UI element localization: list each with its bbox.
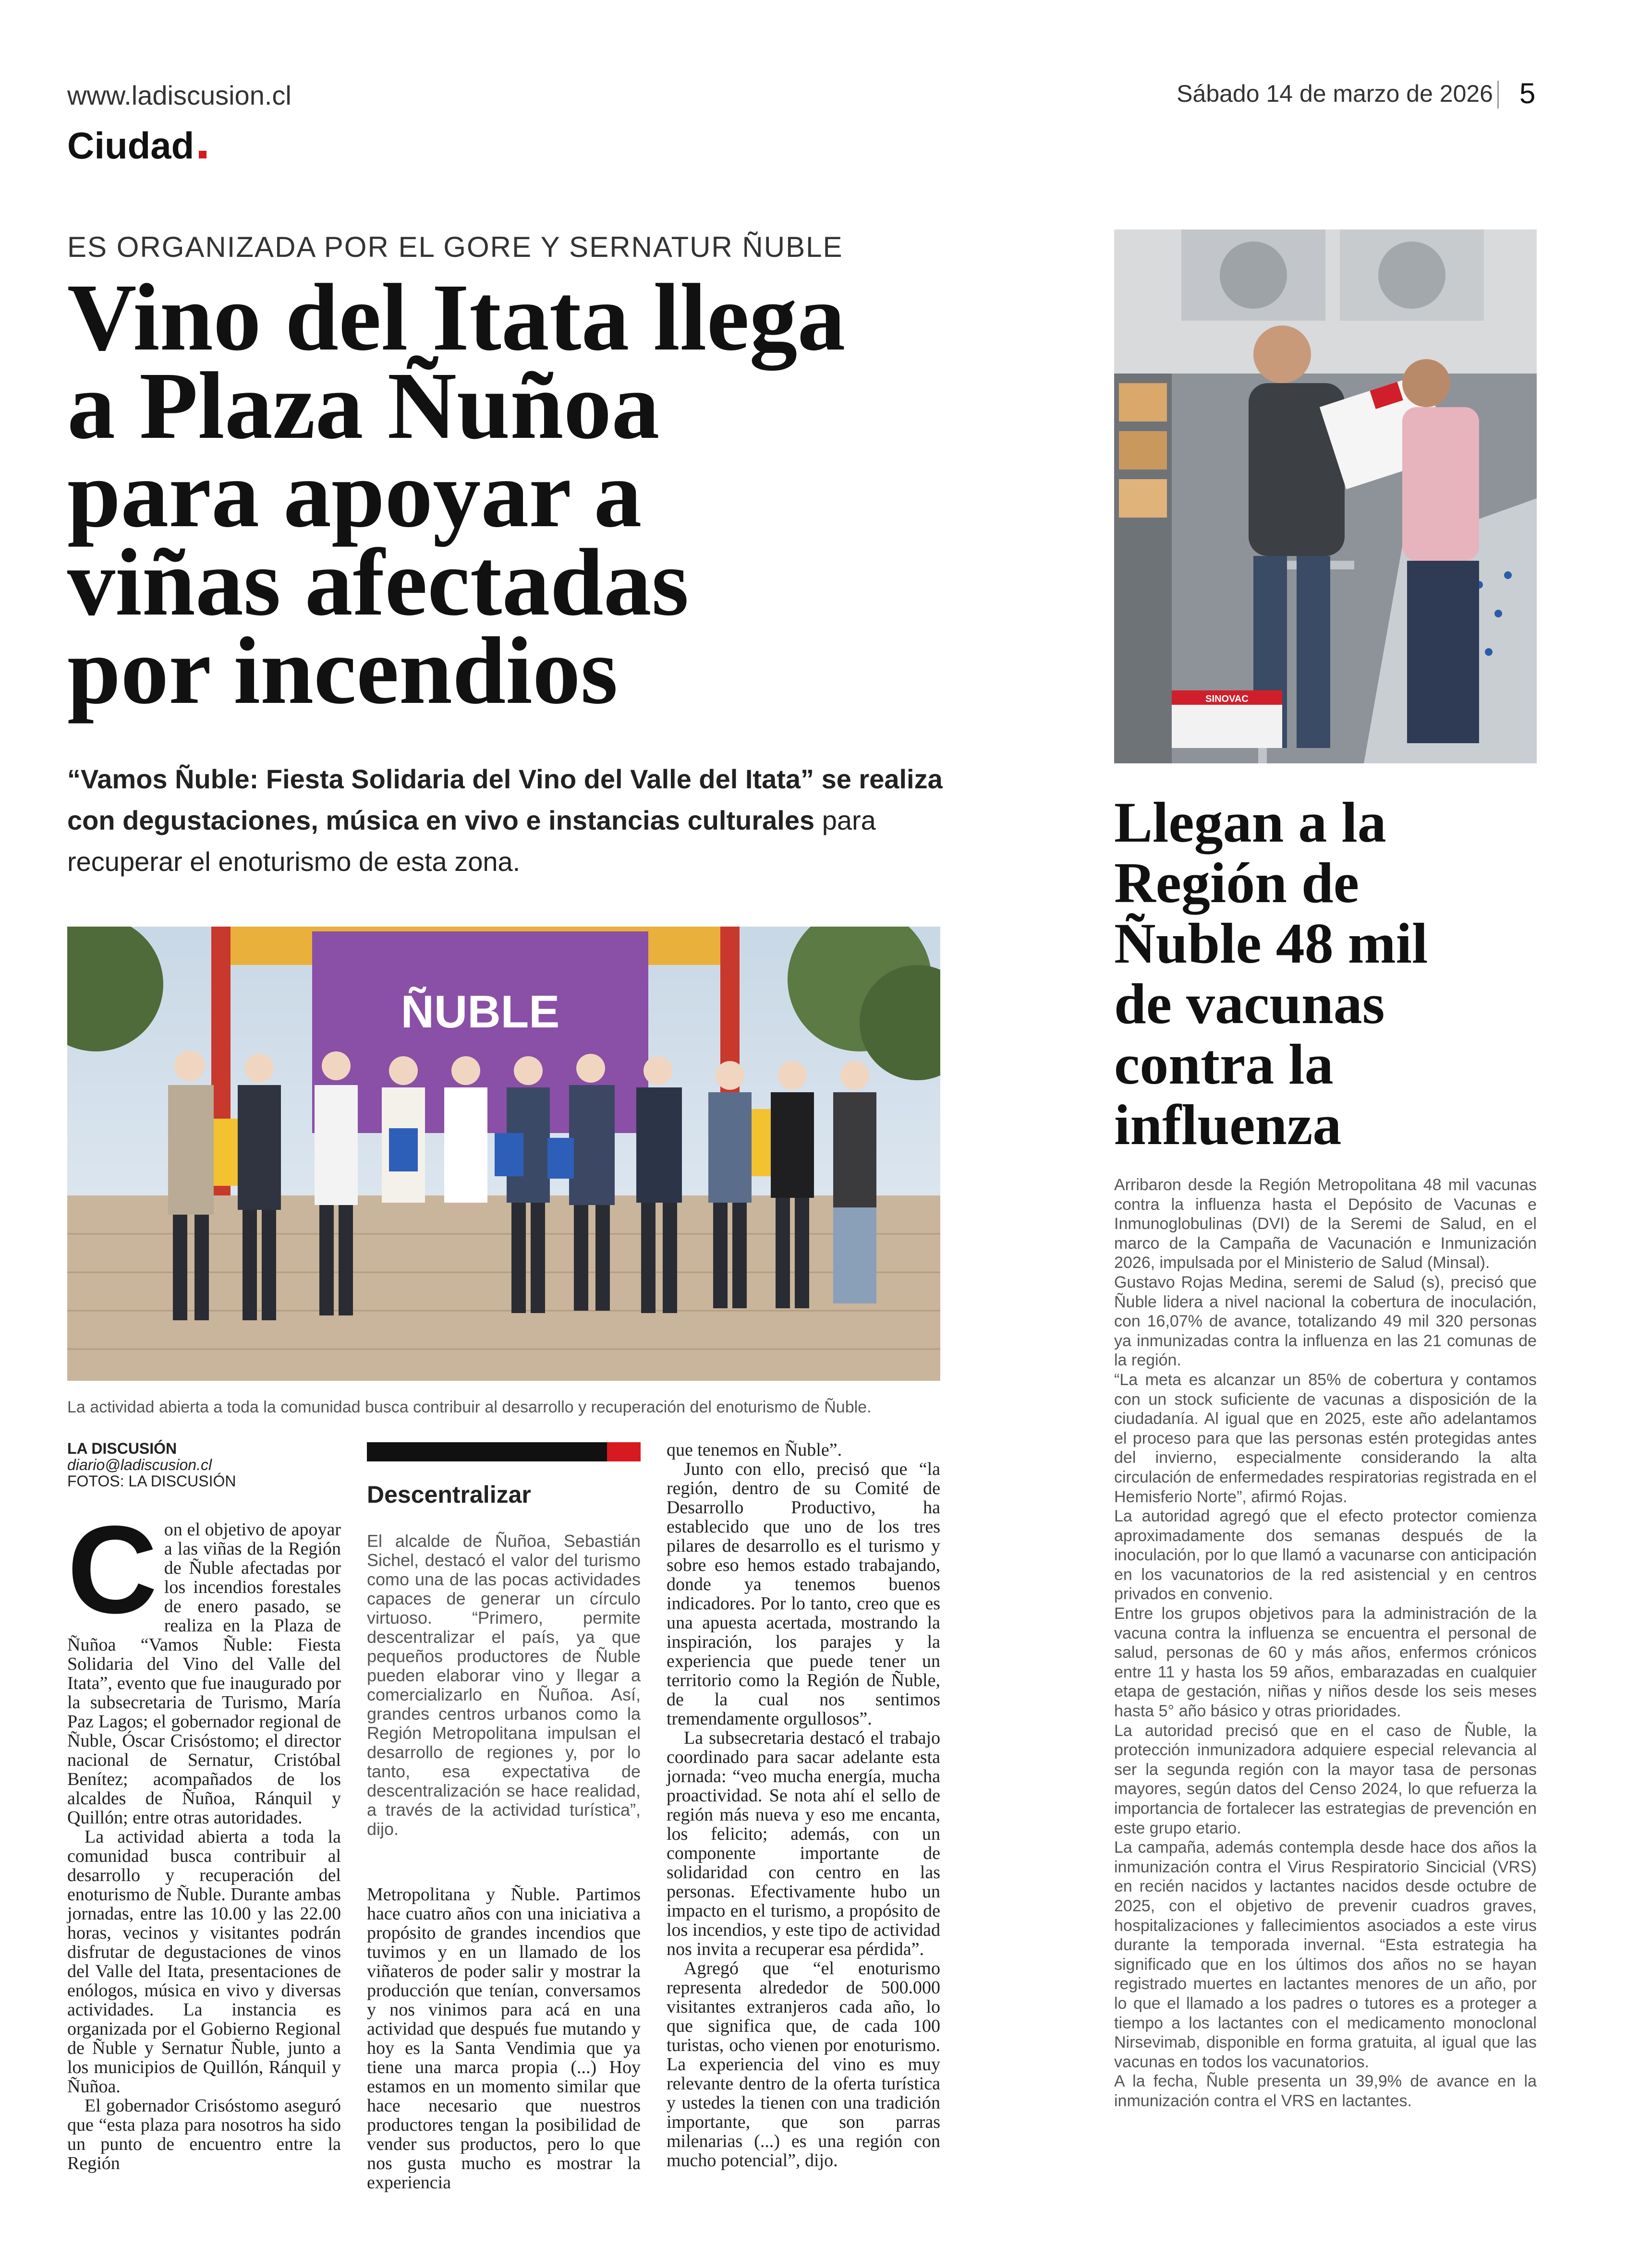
article-paragraph: El alcalde de Ñuñoa, Sebastián Sichel, destacó el valor del turismo como una de las pocas actividades capaces de generar un círculo virtuoso. “Primero, permite descentralizar el país, ya que pequeños productores de Ñuble pueden elaborar vino y llegar a comercializarlo en Ñuñoa. Así, grandes centros urbanos como la Región Metropolitana impulsan el desarrollo de regiones y, por lo tanto, esa expectativa de descentralización se hace realidad, a través de la actividad turística”, dijo.	[367, 1531, 641, 1839]
article-paragraph: La actividad abierta a toda la comunidad busca contribuir al desarrollo y recuperación del enoturismo de Ñuble. Durante ambas jornadas, entre las 10.00 y las 22.00 horas, vecinos y visitantes podrán disfrutar de degustaciones de vinos del Valle del Itata, presentaciones de enólogos, música en vivo y diversas actividades. La instancia es organizada por el Gobierno Regional de Ñuble y Sernatur Ñuble, junto a los municipios de Quillón, Ránquil y Ñuñoa.	[67, 1827, 341, 2097]
sidebar-paragraph: La autoridad agregó que el efecto protector comienza aproximadamente dos semanas después de la inoculación, por lo que llamó a vacunarse con anticipación en los vacunatorios de la red asistencial y en centros privados en convenio.	[1114, 1507, 1537, 1604]
article-headline	[67, 265, 1008, 724]
event-group-photo	[67, 927, 940, 1381]
banner-text: ÑUBLE	[401, 986, 560, 1037]
sidebar-paragraph: “La meta es alcanzar un 85% de cobertura y contamos con un stock suficiente de vacunas a disposición de la ciudadanía. Al igual que en 2025, este año adelantamos el proceso para que las personas estén protegidas antes del invierno, especialmente considerando la alta circulación de enfermedades respiratorias registrada en el Hemisferio Norte”, afirmó Rojas.	[1114, 1370, 1537, 1506]
sidebar-headline-line: de vacunas	[1114, 972, 1385, 1036]
box-label: SINOVAC	[1205, 694, 1249, 704]
sidebar-body	[1114, 1175, 1537, 2111]
headline-line: a Plaza Ñuñoa	[67, 353, 660, 459]
headline-line: viñas afectadas	[67, 530, 689, 636]
byline-photos: FOTOS: LA DISCUSIÓN	[67, 1472, 236, 1490]
article-paragraph: Junto con ello, precisó que “la región, dentro de su Comité de Desarrollo Productivo, ha establecido que uno de los tres pilares de desarrollo es el turismo y sobre eso hemos estado trabajando, donde ya tenemos buenos indicadores. Por lo tanto, creo que es una apuesta acertada, mostrando la inspiración, los parajes y la experiencia que puede tener un territorio como la Región de Ñuble, de la cual nos sentimos tremendamente orgullosos”.	[667, 1459, 940, 1729]
sidebar-headline-line: Región de	[1114, 851, 1359, 915]
section-name: Ciudad	[67, 124, 194, 167]
subheading-bar	[367, 1442, 641, 1461]
page-separator	[1497, 81, 1499, 109]
sidebar-headline-line: Ñuble 48 mil	[1114, 911, 1428, 975]
article-paragraph	[67, 1500, 341, 1828]
event-photo-illustration	[67, 927, 940, 1381]
section-label	[67, 124, 206, 168]
article-subhead	[67, 759, 951, 882]
sidebar-paragraph: La autoridad precisó que en el caso de Ñuble, la protección inmunizadora adquiere especial relevancia al ser la segunda región con la mayor tasa de personas mayores, según datos del Censo 2024, lo que refuerza la importancia de fortalecer las estrategias de prevención en este grupo etario.	[1114, 1721, 1537, 1837]
section-dot	[199, 151, 206, 158]
article-kicker: ES ORGANIZADA POR EL GORE Y SERNATUR ÑUBLE	[67, 231, 843, 263]
article-paragraph: Metropolitana y Ñuble. Partimos hace cuatro años con una iniciativa a propósito de grandes incendios que tuvimos y en un llamado de los viñateros de poder salir y mostrar la producción que tenían, conversamos y nos vinimos para acá en una actividad que después fue mutando y hoy es la Santa Vendimia que ya tiene una marca propia (...) Hoy estamos en un momento similar que hace necesario que nuestros productores tengan la posibilidad de vender sus productos, pero lo que nos gusta mucho es mostrar la experiencia	[367, 1884, 641, 2193]
subheading-bar-accent	[607, 1442, 641, 1461]
article-column-2-bottom	[367, 1885, 641, 2192]
headline-line: para apoyar a	[67, 441, 642, 547]
byline-outlet: LA DISCUSIÓN	[67, 1440, 177, 1457]
sidebar-paragraph: Arribaron desde la Región Metropolitana 48 mil vacunas contra la influenza hasta el Depósito de Vacunas e Inmunoglobulinas (DVI) de la Seremi de Salud, en el marco de la Campaña de Vacunación e Inmunización 2026, impulsada por el Ministerio de Salud (Minsal).	[1114, 1176, 1537, 1272]
vaccine-warehouse-photo	[1114, 229, 1537, 763]
sidebar-paragraph: La campaña, además contempla desde hace dos años la inmunización contra el Virus Respiratorio Sincicial (VRS) en recién nacidos y lactantes nacidos desde octubre de 2025, con el objetivo de prevenir cuadros graves, hospitalizaciones y fallecimientos asociados a este virus durante la temporada invernal. “Esta estrategia ha significado que en los últimos dos años no se hayan registrado muertes en lactantes menores de un año, por lo que el llamado a los padres o tutores es a proteger a tiempo a los lactantes con el medicamento monoclonal Nirsevimab, disponible en forma gratuita, al igual que las vacunas en todos los vacunatorios.	[1114, 1838, 1537, 2071]
page-number: 5	[1519, 77, 1536, 109]
headline-line: Vino del Itata llega	[67, 265, 846, 371]
dropcap: C	[67, 1500, 158, 1640]
photo-caption: La actividad abierta a toda la comunidad busca contribuir al desarrollo y recuperación del enoturismo de Ñuble.	[67, 1398, 872, 1416]
headline-line: por incendios	[67, 618, 618, 724]
article-column-3	[667, 1440, 940, 2170]
article-paragraph: El gobernador Crisóstomo aseguró que “esta plaza para nosotros ha sido un punto de encuentro entre la Región	[67, 2096, 341, 2173]
byline-email[interactable]: diario@ladiscusion.cl	[67, 1456, 212, 1473]
issue-date: Sábado 14 de marzo de 2026	[1177, 80, 1493, 107]
subheading: Descentralizar	[367, 1481, 531, 1508]
sidebar-paragraph: A la fecha, Ñuble presenta un 39,9% de avance en la inmunización contra el VRS en lactantes.	[1114, 2072, 1537, 2110]
article-paragraph: Agregó que “el enoturismo representa alrededor de 500.000 visitantes extranjeros cada año, lo que significa que, de cada 100 turistas, ocho vienen por enoturismo. La experiencia del vino es muy relevante dentro de la oferta turística y ustedes la tienen con una tradición importante, que son parras milenarias (...) es una región con mucho potencial”, dijo.	[667, 1958, 940, 2171]
sidebar-paragraph: Entre los grupos objetivos para la administración de la vacuna contra la influenza se encuentra el personal de salud, personas de 60 y más años, enfermos crónicos entre 11 y hasta los 59 años, embarazadas en cualquier etapa de gestación, niñas y niños desde los seis meses hasta 5° año básico y otras prioridades.	[1114, 1604, 1537, 1721]
warehouse-photo-illustration	[1114, 229, 1537, 763]
sidebar-headline-line: Llegan a la	[1114, 790, 1386, 854]
sidebar-headline-line: influenza	[1114, 1093, 1342, 1157]
subhead-rest: para recuperar el enoturismo de esta zona.	[67, 805, 876, 877]
sidebar-headline-line: contra la	[1114, 1032, 1334, 1096]
paragraph-text: on el objetivo de apoyar a las viñas de la Región de Ñuble afectadas por los incendios forestales de enero pasado, se realiza en la Plaza de Ñuñoa “Vamos Ñuble: Fiesta Solidaria del Vino del Valle del Itata”, evento que fue inaugurado por la subsecretaria de Turismo, María Paz Lagos; el gobernador regional de Ñuble, Óscar Crisóstomo; el director nacional de Sernatur, Cristóbal Benítez; acompañados de los alcaldes de Ñuñoa, Ránquil y Quillón; entre otras autoridades.	[67, 1520, 341, 1828]
article-column-1	[67, 1500, 341, 2173]
byline	[67, 1440, 236, 1489]
site-url[interactable]: www.ladiscusion.cl	[67, 80, 291, 110]
article-paragraph: La subsecretaria destacó el trabajo coordinado para sacar adelante esta jornada: “veo mucha energía, mucha proactividad. Se nota ahí el sello de región más nueva y eso me encanta, los felicito; además, con un componente importante de solidaridad con centro en las personas. Efectivamente hubo un impacto en el turismo, a propósito de los incendios, y este tipo de actividad nos invita a recuperar esa pérdida”.	[667, 1728, 940, 1959]
sidebar-paragraph: Gustavo Rojas Medina, seremi de Salud (s), precisó que Ñuble lidera a nivel nacional la cobertura de inoculación, con 16,07% de avance, totalizando 49 mil 320 personas ya inmunizadas contra la influenza en las 21 comunas de la región.	[1114, 1273, 1537, 1370]
sidebar-headline	[1114, 792, 1546, 1155]
article-column-2-top	[367, 1532, 641, 1839]
subhead-bold: “Vamos Ñuble: Fiesta Solidaria del Vino del Valle del Itata” se realiza con degustaciones, música en vivo e instancias culturales	[67, 764, 943, 835]
article-paragraph: que tenemos en Ñuble”.	[667, 1440, 842, 1460]
